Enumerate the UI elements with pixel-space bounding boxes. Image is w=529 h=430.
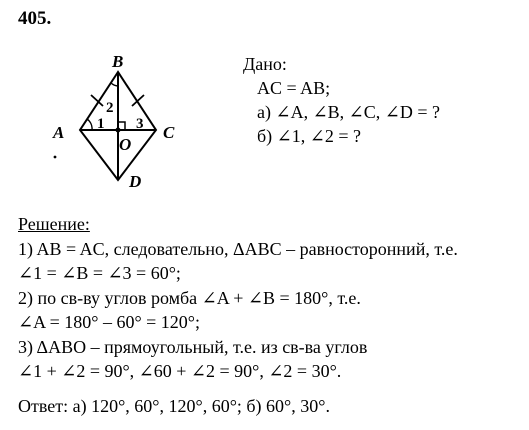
solution-heading: Решение: [18,214,90,234]
angle-1-label: 1 [97,116,105,132]
rhombus-figure [48,50,198,200]
solution-line: 2) по св-ву углов ромба ∠A + ∠B = 180°, т.е. [18,287,361,308]
angle-2-label: 2 [106,100,114,116]
solution-line: ∠1 + ∠2 = 90°, ∠60 + ∠2 = 90°, ∠2 = 30°. [18,361,342,381]
given-condition: AC = AB; [257,78,331,98]
solution-block [18,212,458,384]
vertex-b-label: B [112,52,124,71]
given-heading: Дано: [243,54,287,74]
given-part-a: а) ∠A, ∠B, ∠C, ∠D = ? [257,102,440,122]
vertex-d-label: D [129,172,142,191]
point-o-label: O [119,135,132,154]
solution-line: ∠1 = ∠B = ∠3 = 60°; [18,263,181,283]
given-block [243,52,440,148]
solution-line: ∠A = 180° – 60° = 120°; [18,312,200,332]
angle-1-arc [87,119,92,130]
solution-line: 3) ΔABO – прямоугольный, т.е. из св-ва углов [18,336,368,357]
answer-line: Ответ: а) 120°, 60°, 120°, 60°; б) 60°, 30°. [18,396,330,416]
vertex-a-label: A [53,123,65,142]
solution-line: 1) AB = AC, следовательно, ΔABC – равносторонний, т.е. [18,238,458,259]
point-o-dot [116,128,121,133]
angle-3-label: 3 [136,116,144,132]
problem-number: 405. [18,8,52,29]
given-part-b: б) ∠1, ∠2 = ? [257,126,361,146]
vertex-c-label: C [163,123,175,142]
angle-2-arc [111,83,118,86]
stray-dot [54,156,57,159]
